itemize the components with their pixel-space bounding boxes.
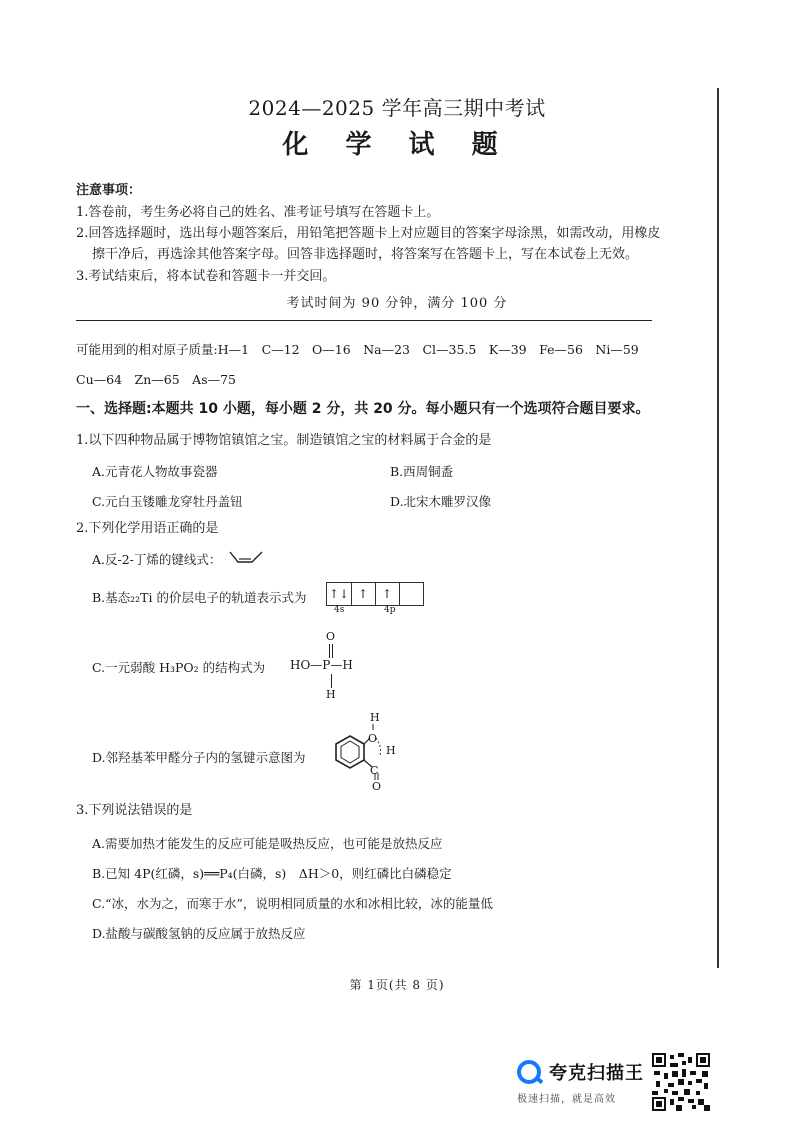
q2-option-c: C.一元弱酸 H₃PO₂ 的结构式为 (92, 660, 266, 675)
structure-bottom-h: H (326, 688, 336, 701)
atomic-masses-line-2: Cu—64 Zn—65 As—75 (76, 372, 237, 387)
q3-option-c: C.“冰，水为之，而寒于水”，说明相同质量的水和冰相比较，冰的能量低 (92, 896, 493, 911)
q1-option-a: A.元青花人物故事瓷器 (92, 464, 218, 479)
question-1-stem: 1.以下四种物品属于博物馆镇馆之宝。制造镇馆之宝的材料属于合金的是 (76, 433, 492, 448)
note-item-2b: 擦干净后，再选涂其他答案字母。回答非选择题时，将答案写在答题卡上，写在本试卷上无效。 (92, 247, 639, 262)
q2-option-a: A.反-2-丁烯的键线式： (92, 552, 222, 567)
orbital-label-4s: 4s (334, 605, 345, 615)
orbital-diagram (326, 582, 424, 606)
q2-option-d: D.邻羟基苯甲醛分子内的氢键示意图为 (92, 750, 306, 765)
trans-2-butene-skeletal-icon (228, 548, 264, 566)
double-bond-icon (328, 644, 334, 658)
brand-name: 夸克扫描王 (549, 1063, 644, 1084)
structure-d-oxygen-2: O (372, 780, 382, 793)
exam-title: 2024—2025 学年高三期中考试 (248, 96, 546, 120)
divider (76, 320, 652, 321)
structure-d-oxygen-1: O (368, 732, 378, 745)
q3-option-d: D.盐酸与碳酸氢钠的反应属于放热反应 (92, 926, 306, 941)
orbital-4s: ↑↓ (327, 583, 352, 605)
notes-title: 注意事项： (76, 183, 142, 198)
note-item-2a: 2.回答选择题时，选出每小题答案后，用铅笔把答题卡上对应题目的答案字母涂黑，如需改动，用橡皮 (76, 226, 661, 241)
note-item-1: 1.答卷前，考生务必将自己的姓名、准考证号填写在答题卡上。 (76, 205, 440, 220)
orbital-4p-2: ↑ (375, 583, 400, 605)
quark-logo-icon (517, 1060, 541, 1084)
scan-edge-line (717, 88, 719, 968)
question-3-stem: 3.下列说法错误的是 (76, 803, 193, 818)
note-item-3: 3.考试结束后，将本试卷和答题卡一并交回。 (76, 269, 336, 284)
structure-formula: HO—P—H (290, 658, 353, 672)
atomic-masses-line-1: 可能用到的相对原子质量:H—1 C—12 O—16 Na—23 Cl—35.5 K—39 Fe—56 Ni—59 (76, 342, 639, 357)
orbital-4p-1: ↑ (351, 583, 376, 605)
q1-option-c: C.元白玉镂雕龙穿牡丹盖钮 (92, 494, 243, 509)
section-1-title: 一、选择题:本题共 10 小题，每小题 2 分，共 20 分。每小题只有一个选项符合题目要求。 (76, 401, 650, 417)
structure-top-o: O (326, 630, 336, 643)
structure-d-carbon: C (370, 764, 379, 777)
q1-option-d: D.北宋木雕罗汉像 (390, 494, 492, 509)
q1-option-b: B.西周铜盉 (390, 464, 454, 479)
single-bond-icon (330, 674, 334, 688)
q3-option-b: B.已知 4P(红磷，s)══P₄(白磷，s) ΔH＞0，则红磷比白磷稳定 (92, 866, 452, 881)
orbital-label-4p: 4p (384, 605, 396, 615)
structure-d-side-h: H (386, 744, 396, 757)
structure-d-top-h: H (370, 711, 380, 724)
question-2-stem: 2.下列化学用语正确的是 (76, 521, 219, 536)
q2-option-b: B.基态₂₂Ti 的价层电子的轨道表示式为 (92, 590, 307, 605)
brand-slogan: 极速扫描，就是高效 (517, 1094, 616, 1105)
subject-title: 化 学 试 题 (282, 130, 512, 160)
q3-option-a: A.需要加热才能发生的反应可能是吸热反应，也可能是放热反应 (92, 836, 443, 851)
orbital-4p-3 (399, 583, 423, 605)
page-number: 第 1页(共 8 页) (349, 978, 445, 992)
qr-code-icon (652, 1053, 710, 1111)
exam-time: 考试时间为 90 分钟，满分 100 分 (286, 296, 508, 311)
